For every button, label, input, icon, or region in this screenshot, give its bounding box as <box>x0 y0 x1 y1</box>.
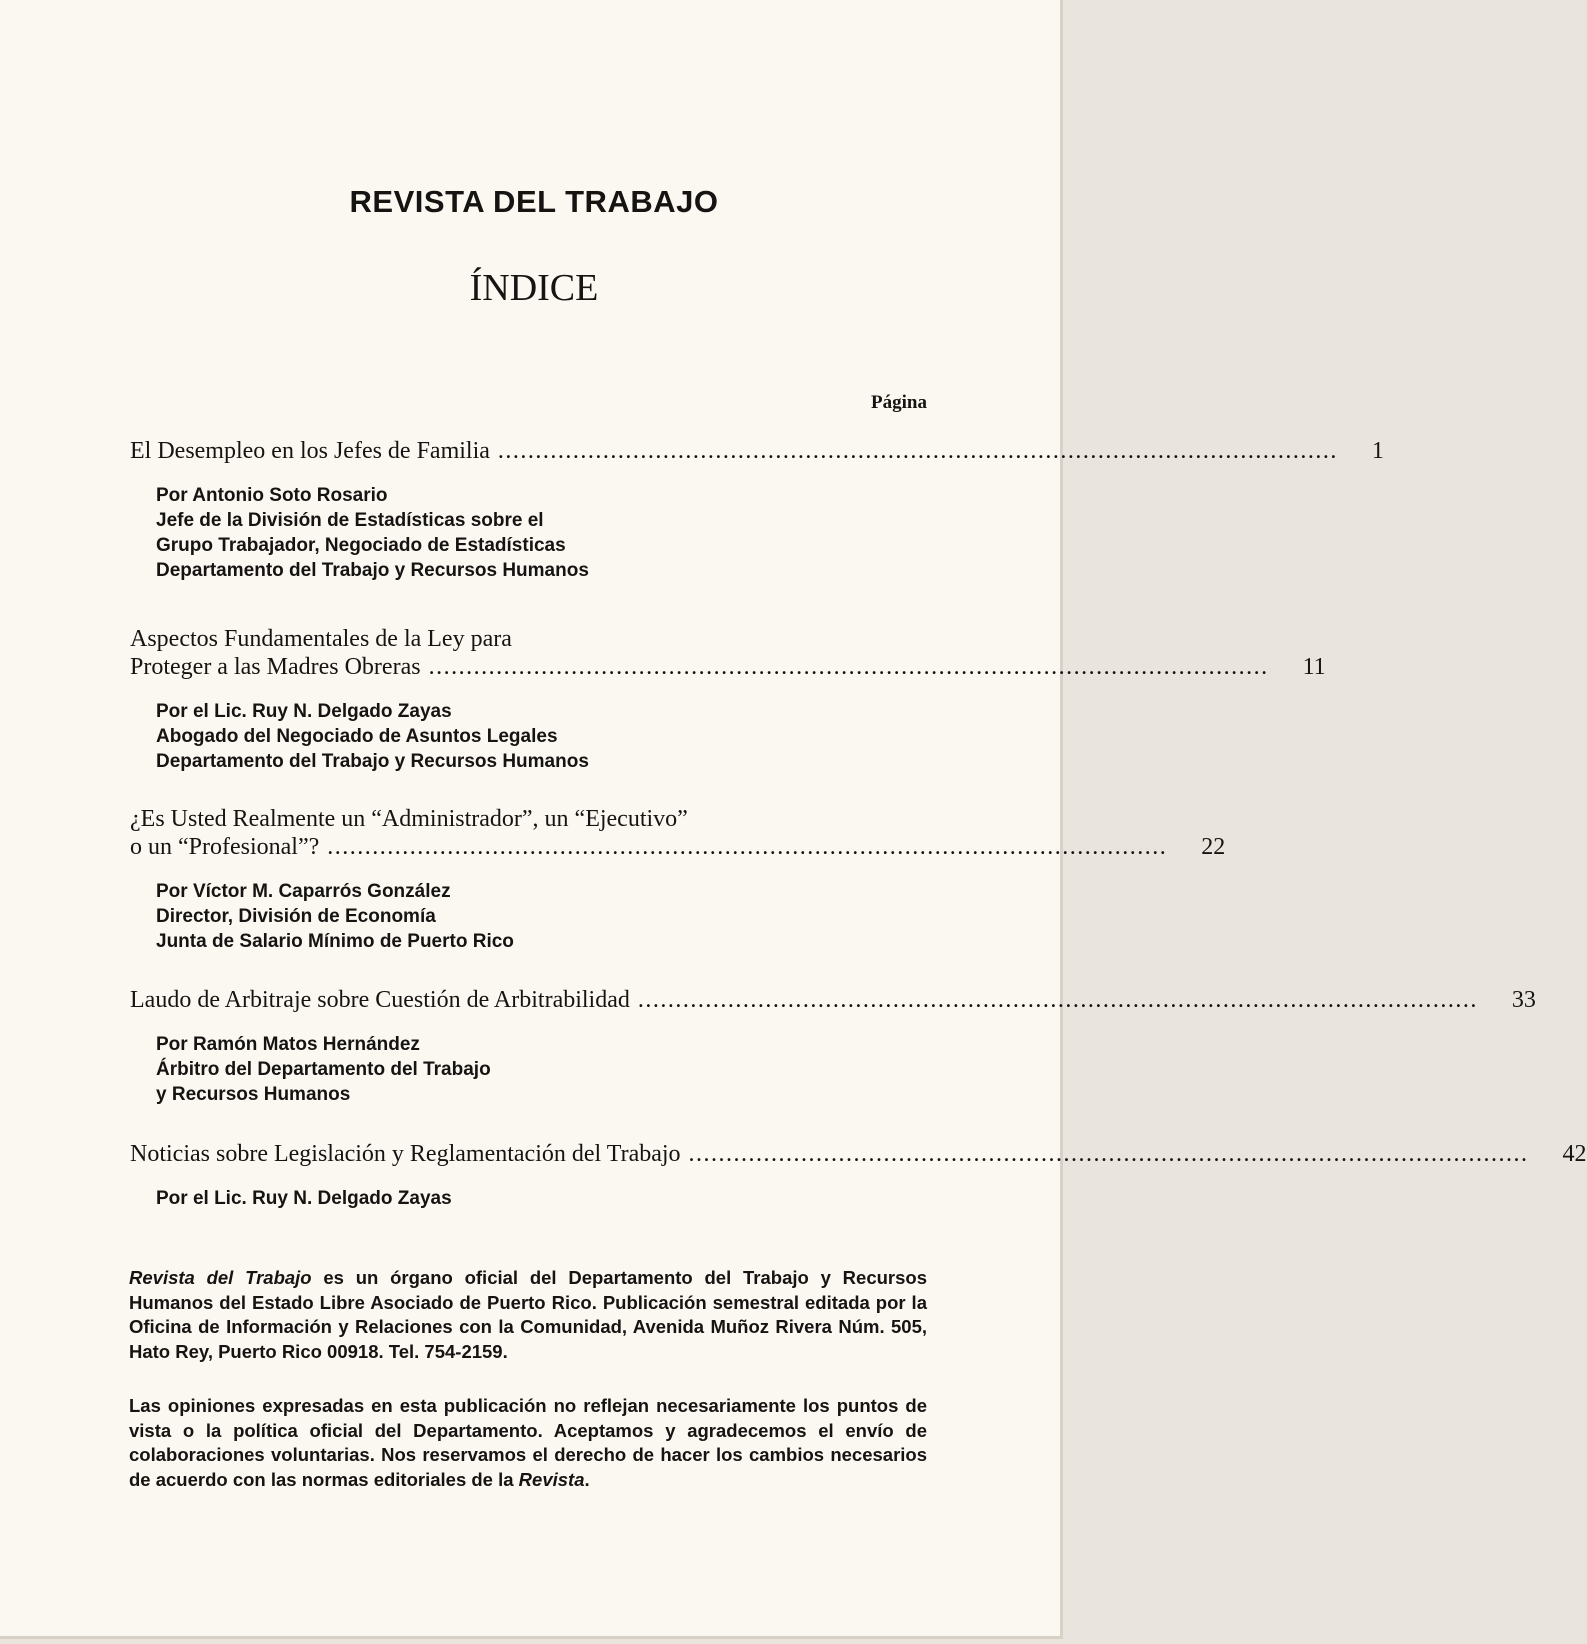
byline-line: Por Víctor M. Caparrós González <box>156 881 451 902</box>
entry-page-number: 1 <box>1371 438 1384 464</box>
toc-entry <box>130 986 1536 1107</box>
entry-title <box>130 1140 1587 1168</box>
page-column-label: Página <box>871 392 927 413</box>
byline-line: Por Antonio Soto Rosario <box>156 485 388 506</box>
toc-entry <box>130 437 1384 583</box>
entry-byline <box>156 1032 930 1107</box>
dot-leader: ................................................................................................................ <box>428 654 1269 680</box>
byline-line: Por el Lic. Ruy N. Delgado Zayas <box>156 701 452 722</box>
byline-line: Departamento del Trabajo y Recursos Humanos <box>156 560 589 581</box>
byline-line: Junta de Salario Mínimo de Puerto Rico <box>156 931 514 952</box>
entry-page-number: 33 <box>1511 987 1536 1013</box>
journal-title: REVISTA DEL TRABAJO <box>349 184 719 219</box>
entry-page-number: 42 <box>1562 1141 1587 1167</box>
entry-title <box>130 805 1226 861</box>
entry-title-text: Noticias sobre Legislación y Reglamentación del Trabajo <box>130 1141 681 1167</box>
disclaimer-note-end: . <box>584 1468 590 1490</box>
disclaimer-note <box>129 1394 927 1492</box>
entry-title <box>130 625 1326 681</box>
byline-line: Departamento del Trabajo y Recursos Humanos <box>156 751 589 772</box>
journal-name-italic: Revista <box>518 1468 585 1490</box>
entry-title-row <box>130 986 1536 1014</box>
index-heading: ÍNDICE <box>469 267 599 309</box>
publication-note <box>129 1266 927 1364</box>
toc-entry <box>130 625 1326 774</box>
entry-title-text: El Desempleo en los Jefes de Familia <box>130 438 490 464</box>
entry-title-text: Laudo de Arbitraje sobre Cuestión de Arbitrabilidad <box>130 987 630 1013</box>
entry-title-text: Proteger a las Madres Obreras <box>130 654 421 680</box>
disclaimer-note-text: Las opiniones expresadas en esta publicación no reflejan necesariamente los puntos de vista o la política oficial del Departamento. Aceptamos y agradecemos el envío de colaboraciones voluntarias. Nos reservamos el derecho de hacer los cambios necesarios de acuerdo con las normas editoriales de la <box>129 1395 927 1490</box>
entry-title-row <box>130 1140 1587 1168</box>
byline-line: y Recursos Humanos <box>156 1084 351 1105</box>
entry-page-number: 11 <box>1302 654 1326 680</box>
toc-entry <box>130 1140 1587 1211</box>
byline-line: Por Ramón Matos Hernández <box>156 1034 420 1055</box>
entry-title-row <box>130 437 1384 465</box>
dot-leader: ................................................................................................................ <box>637 987 1478 1013</box>
publication-note-text: es un órgano oficial del Departamento del Trabajo y Recursos Humanos del Estado Libre Asociado de Puerto Rico. Publicación semestral editada por la Oficina de Información y Relaciones con la Comunidad, Avenida Muñoz Rivera Núm. 505, Hato Rey, Puerto Rico 00918. Tel. 754-2159. <box>129 1267 927 1362</box>
byline-line: Por el Lic. Ruy N. Delgado Zayas <box>156 1188 452 1209</box>
byline-line: Director, División de Economía <box>156 906 436 927</box>
journal-name-italic: Revista del Trabajo <box>129 1267 312 1288</box>
entry-title-text: Aspectos Fundamentales de la Ley para <box>130 626 512 652</box>
dot-leader: ................................................................................................................ <box>327 834 1168 860</box>
byline-line: Árbitro del Departamento del Trabajo <box>156 1059 491 1080</box>
entry-byline <box>156 483 930 583</box>
entry-byline <box>156 699 930 774</box>
entry-byline <box>156 1186 930 1211</box>
entry-page-number: 22 <box>1201 834 1226 860</box>
byline-line: Grupo Trabajador, Negociado de Estadísticas <box>156 535 566 556</box>
entry-title-text: ¿Es Usted Realmente un “Administrador”, un “Ejecutivo” <box>130 806 688 832</box>
dot-leader: ................................................................................................................ <box>688 1141 1529 1167</box>
entry-byline <box>156 879 930 954</box>
dot-leader: ................................................................................................................ <box>497 438 1338 464</box>
byline-line: Jefe de la División de Estadísticas sobre el <box>156 510 544 531</box>
entry-title <box>130 437 1384 465</box>
entry-title-text: o un “Profesional”? <box>130 834 320 860</box>
toc-entry <box>130 805 1226 954</box>
entry-title-row <box>130 833 1226 861</box>
entry-title-row <box>130 653 1326 681</box>
byline-line: Abogado del Negociado de Asuntos Legales <box>156 726 558 747</box>
entry-title <box>130 986 1536 1014</box>
